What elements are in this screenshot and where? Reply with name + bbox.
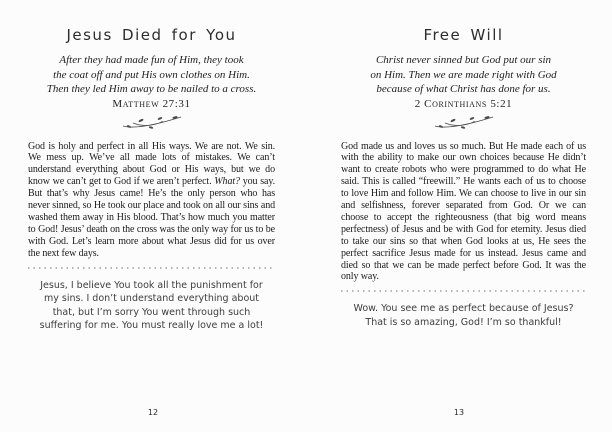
page-number: 13 [453, 408, 465, 417]
body-text: God made us and loves us so much. But He made each of us with the ability to make our own choices because He didn’t want to create robots who were programmed to do what He said. This is called “freewill.” He wants each of us to choose to love Him and follow Him. We can choose to live in our sin and selfishness, forever separated from God. Or we can choose to accept the righteousness (that big word means perfectness) of Jesus and be with God for eternity. Jesus died to take our sins so that when God looks at us, He sees the perfect sacrifice Jesus made for us instead. Jesus came and died so that we can be made perfect before God. It was the only way. [341, 140, 586, 283]
prayer-line: my sins. I don’t understand everything about [43, 293, 260, 305]
branch-twig-ornament-icon [341, 113, 586, 135]
page-number: 12 [147, 408, 159, 417]
verse-line: Then they led Him away to be nailed to a cross. [46, 83, 257, 95]
verse-line: Christ never sinned but God put our sin [375, 54, 552, 66]
scripture-reference: Matthew 27:31 [112, 97, 191, 110]
branch-twig-ornament-icon [28, 113, 275, 135]
page-right [306, 0, 612, 432]
verse-line: After they had made fun of Him, they took [59, 54, 244, 66]
response-line: Wow. You see me as perfect because of Jesus? [353, 303, 574, 315]
body-text: God is holy and perfect in all His ways. We are not. We sin. We mess up. We’ve all made lots of mistakes. We can’t understand everything about God or His ways, but we do know we can’t get to God if we aren’t perfect. What? you say. But that’s why Jesus came! He’s the only person who has never sinned, so He took our place and took on all our sins and washed them away in His blood. That’s how much you matter to God! Jesus’ death on the cross was the only way for us to be with God. Let’s learn more about what Jesus did for us over the next few days. [28, 140, 275, 259]
prayer-line: Jesus, I believe You took all the punishment for [40, 279, 263, 291]
response-line: That is so amazing, God! I’m so thankful! [365, 316, 562, 328]
dotted-divider [28, 267, 275, 269]
verse-line: on Him. Then we are made right with God [370, 68, 557, 81]
page-title: Jesus Died for You [66, 26, 237, 44]
scripture-verse [341, 53, 586, 97]
scripture-reference: 2 Corinthians 5:21 [414, 97, 513, 110]
response-text [341, 302, 586, 329]
prayer-text [28, 279, 275, 333]
verse-line: because of what Christ has done for us. [376, 83, 551, 95]
verse-line: the coat off and put His own clothes on Him. [53, 68, 250, 81]
prayer-line: that, but I’m sorry You went through such [52, 306, 251, 318]
dotted-divider [341, 290, 586, 292]
page-title: Free Will [423, 26, 504, 44]
prayer-line: suffering for me. You must really love me a lot! [39, 320, 264, 332]
scripture-verse [28, 53, 275, 97]
